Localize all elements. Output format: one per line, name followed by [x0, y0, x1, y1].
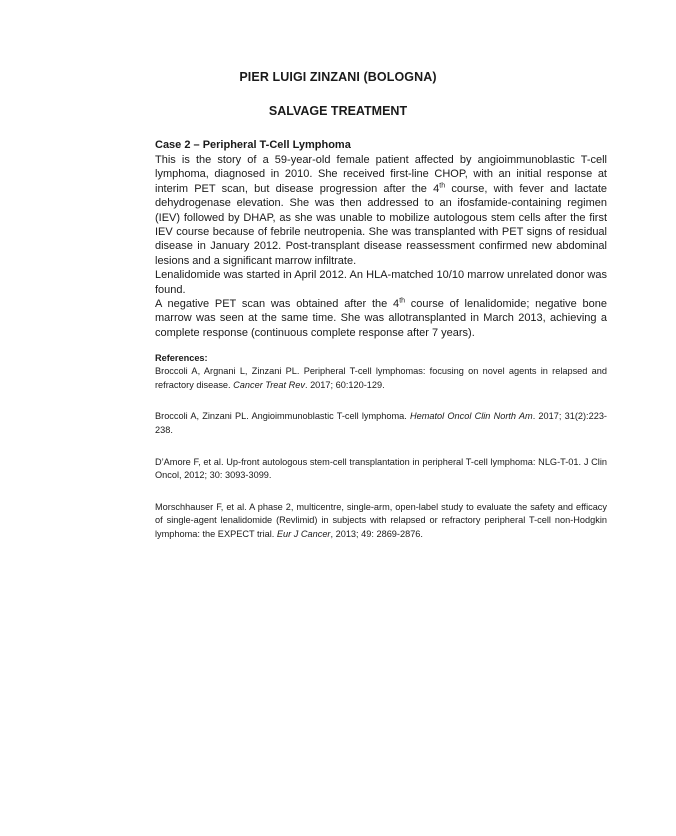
- document-title: SALVAGE TREATMENT: [268, 104, 408, 118]
- reference-2: [155, 410, 607, 437]
- case-paragraph-3-text-b: course of lenalidomide; negative bone marrow was seen at the same time. She was allotransplanted in March 2013, achieving a complete response (continuous complete response after 7 years).: [155, 298, 607, 339]
- case-heading: Case 2 – Peripheral T-Cell Lymphoma: [155, 139, 351, 151]
- author-heading: PIER LUIGI ZINZANI (BOLOGNA): [239, 70, 437, 84]
- reference-4: [155, 501, 607, 542]
- reference-2-text-a: Broccoli A, Zinzani PL. Angioimmunoblastic T-cell lymphoma.: [155, 411, 410, 422]
- main-content: [155, 138, 607, 560]
- superscript-ordinal: th: [399, 297, 406, 305]
- references-heading: References:: [155, 353, 208, 364]
- case-paragraph-1: [155, 153, 607, 268]
- reference-1-text-b: . 2017; 60:120-129.: [304, 379, 385, 390]
- reference-4-text-b: , 2013; 49: 2869-2876.: [330, 529, 423, 540]
- reference-3: D’Amore F, et al. Up-front autologous stem-cell transplantation in peripheral T-cell lymphoma: NLG-T-01. J Clin Oncol, 2012; 30: 3093-3099.: [155, 456, 607, 481]
- reference-4-journal: Eur J Cancer: [276, 529, 331, 540]
- case-paragraph-3: [155, 297, 607, 340]
- reference-1: [155, 365, 607, 392]
- case-paragraph-3-text-a: A negative PET scan was obtained after the 4: [155, 298, 400, 311]
- case-paragraph-1-text-b: course, with fever and lactate dehydrogenase elevation. She was then addressed to an ifosfamide-containing regimen (IEV) followed by DHAP, as she was unable to mobilize autologous stem cells after the first IEV course because of febrile neutropenia. She was transplanted with PET signs of residual disease in January 2012. Post-transplant disease reassessment confirmed new abdominal lesions and a significant marrow infiltrate.: [155, 182, 607, 267]
- reference-1-text-a: Broccoli A, Argnani L, Zinzani PL. Peripheral T-cell lymphomas: focusing on novel agents in relapsed and refractory disease.: [155, 366, 607, 390]
- reference-2-text-b: . 2017; 31(2):223-238.: [155, 411, 607, 436]
- case-paragraph-2: Lenalidomide was started in April 2012. An HLA-matched 10/10 marrow unrelated donor was found.: [155, 269, 607, 296]
- superscript-ordinal: th: [439, 182, 446, 190]
- case-paragraph-1-text-a: This is the story of a 59-year-old female patient affected by angioimmunoblastic T-cell lymphoma, diagnosed in 2010. She received first-line CHOP, with an initial response at interim PET scan, but disease progression after the 4: [155, 154, 607, 195]
- reference-1-journal: Cancer Treat Rev: [233, 379, 305, 390]
- reference-2-journal: Hematol Oncol Clin North Am: [409, 411, 533, 422]
- reference-4-text-a: Morschhauser F, et al. A phase 2, multicentre, single-arm, open-label study to evaluate the safety and efficacy of single-agent lenalidomide (Revlimid) in subjects with relapsed or refractory peripheral T-cell non-Hodgkin lymphoma: the EXPECT trial.: [155, 501, 607, 540]
